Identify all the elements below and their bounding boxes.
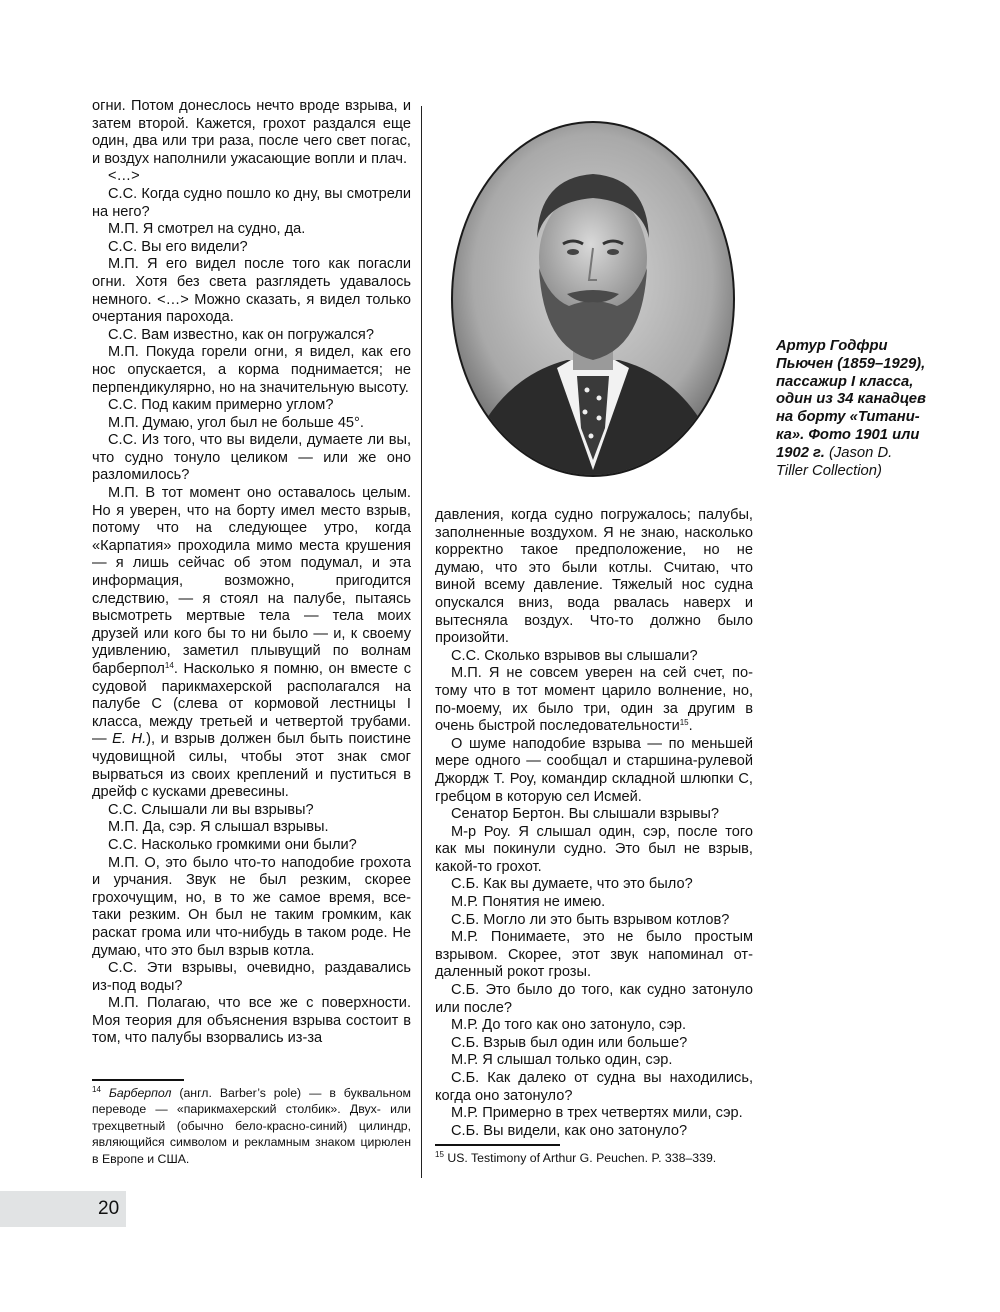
footnote-15 [435, 1150, 753, 1166]
paragraph: С.С. Вы его видели? [108, 238, 248, 255]
paragraph: М.П. О, это было что-то наподобие грохота и урчания. Звук не был резким, скорее грохочущим, но, в то же самое время, все-таки резким. Он был не таким громким, как раскат грома или что-нибудь в таком роде. Не думаю, что это был взрыв котла. [92, 854, 411, 959]
footnote-number: 15 [435, 1150, 444, 1159]
paragraph-text: ), и взрыв должен был быть поистине чудовищной силы, чтобы этот знак смог вырваться из своих креплений и пуститься в дрейф с кусками древесины. [92, 731, 411, 801]
paragraph: М.П. Да, сэр. Я слышал взрывы. [108, 819, 329, 836]
paragraph: М.Р. Я слышал только один, сэр. [451, 1052, 673, 1069]
footnote-divider [92, 1079, 184, 1081]
paragraph: О шуме наподобие взрыва — по меньшей мере одного — сообщал и старшина-рулевой Джордж Т. Роу, командир складной шлюпки С, гребцом в которую сел Исмей. [435, 735, 753, 805]
paragraph: С.Б. Как вы думаете, что это было? [451, 876, 693, 893]
portrait-photo [427, 98, 759, 500]
footnote-text: (англ. Barber’s pole) — в буквальном переводе — «парикмахерский столбик». Двух- или трехцветный (обычно бело-красно-синий) цилиндр, являющийся символом и рекламным знаком цирюлен в Европе и США. [92, 1086, 411, 1166]
footnote-text: US. Testimony of Arthur G. Peuchen. P. 338–339. [447, 1151, 717, 1165]
paragraph: С.С. Когда судно пошло ко дну, вы смотрели на него? [92, 185, 411, 220]
footnote-14 [92, 1085, 411, 1167]
paragraph: М.П. Покуда горели огни, я видел, как его нос опускается, а корма поднимается; не перпендикулярно, но на значительную высоту. [92, 344, 411, 396]
page-number: 20 [98, 1198, 120, 1219]
paragraph: М.Р. Примерно в трех четвертях мили, сэр. [451, 1105, 743, 1122]
paragraph: М.Р. Понятия не имею. [451, 894, 606, 911]
portrait-icon [427, 98, 759, 500]
paragraph-text: М.П. В тот момент оно оставалось целым. Но я уверен, что на борту имел место взрыв, потому что на следующее утро, когда «Карпатия» проходила мимо места крушения — я лишь сейчас об этом подумал, и эта информация, возможно, пригодится следствию, — я стоял на палубе, пытаясь высмотреть мертвые тела — тела моих друзей или кого бы то ни было — и, к своему удивлению, заметил плывущий по волнам барберпол [92, 485, 411, 677]
paragraph: огни. Потом донеслось нечто вроде взрыва, и затем второй. Кажется, грохот раздался еще один, два или три раза, после чего свет погас, и воздух наполнили ужасающие вопли и плач. [92, 98, 411, 167]
photo-caption [776, 338, 926, 480]
paragraph: С.Б. Взрыв был один или больше? [451, 1034, 688, 1051]
footnote-term: Барберпол [108, 1086, 172, 1100]
footnote-ref[interactable]: 14 [164, 661, 174, 670]
paragraph: М.П. Я смотрел на судно, да. [108, 221, 306, 238]
paragraph: С.С. Эти взрывы, очевидно, раздавались из-под воды? [92, 960, 411, 994]
paragraph: С.Б. Могло ли это быть взрывом котлов? [451, 911, 730, 928]
paragraph [435, 665, 753, 735]
paragraph: М-р Роу. Я слышал один, сэр, после того как мы покинули судно. Это был не взрыв, какой-то грохот. [435, 823, 753, 875]
footnote-ref[interactable]: 15 [679, 718, 689, 728]
paragraph: С.Б. Как далеко от судна вы находились, когда оно затонуло? [435, 1070, 753, 1104]
paragraph: С.С. Насколько громкими они были? [108, 836, 357, 853]
paragraph: М.П. Полагаю, что все же с поверхности. Моя теория для объяснения взрыва состоит в том, что палубы взорвались из-за [92, 995, 411, 1047]
paragraph: М.П. Я его видел после того как погасли огни. Хотя без света разглядеть удавалось немного. <…> Можно сказать, я видел только очертания парохода. [92, 256, 411, 326]
footnote-number: 14 [92, 1085, 101, 1094]
paragraph: <…> [108, 168, 140, 185]
paragraph: М.Р. Понимаете, это не было простым взрывом. Скорее, этот звук напоминал отдаленный рокот грозы. [435, 929, 753, 981]
editor-initials: Е. Н. [112, 731, 147, 748]
caption-text: Артур Годфри Пьючен (1859–1929), пассажир I класса, один из 34 канадцев на борту «Титаника». Фото 1901 или 1902 г. [776, 338, 926, 461]
paragraph: С.С. Из того, что вы видели, думаете ли вы, что судно тонуло целиком — или же оно разломилось? [92, 432, 411, 484]
column-divider [421, 106, 422, 1178]
paragraph: М.Р. До того как оно затонуло, сэр. [451, 1017, 687, 1034]
paragraph: М.П. Думаю, угол был не больше 45°. [108, 414, 364, 431]
paragraph: С.Б. Это было до того, как судно затонуло или после? [435, 982, 753, 1016]
paragraph: С.С. Под каким примерно углом? [108, 397, 334, 414]
paragraph-text: . [688, 718, 693, 735]
footnote-divider [435, 1144, 560, 1146]
paragraph [92, 485, 411, 802]
paragraph: Сенатор Бертон. Вы слышали взрывы? [451, 806, 719, 823]
right-text-column [435, 507, 753, 1140]
paragraph: С.Б. Вы видели, как оно затонуло? [451, 1122, 688, 1139]
paragraph: давления, когда судно погружалось; палубы, заполненные воздухом. Я не знаю, насколько корректно такое предположение, но не думаю, что это были котлы. Считаю, что виной всему давление. Тяжелый нос судна опускался вниз, вода рвалась наверх и вытесняла воздух. Что-то должно было произойти. [435, 507, 753, 647]
paragraph: С.С. Сколько взрывов вы слышали? [451, 647, 698, 664]
caption-credit: (Jason D. Tiller Collection) [776, 444, 893, 479]
paragraph-text: М.П. Я не совсем уверен на сей счет, потому что в тот момент царило волнение, но, по-моему, их было три, один за другим в очень быстрой последовательности [435, 665, 753, 735]
left-text-column [92, 98, 411, 1048]
paragraph: С.С. Вам известно, как он погружался? [108, 326, 374, 343]
paragraph: С.С. Слышали ли вы взрывы? [108, 801, 314, 818]
paragraph-text: . Насколько я помню, он вместе с судовой парикмахерской располагался на палубе С (слева от кормовой лестницы I класса, между третьей и четвертой трубами. — [92, 661, 411, 748]
